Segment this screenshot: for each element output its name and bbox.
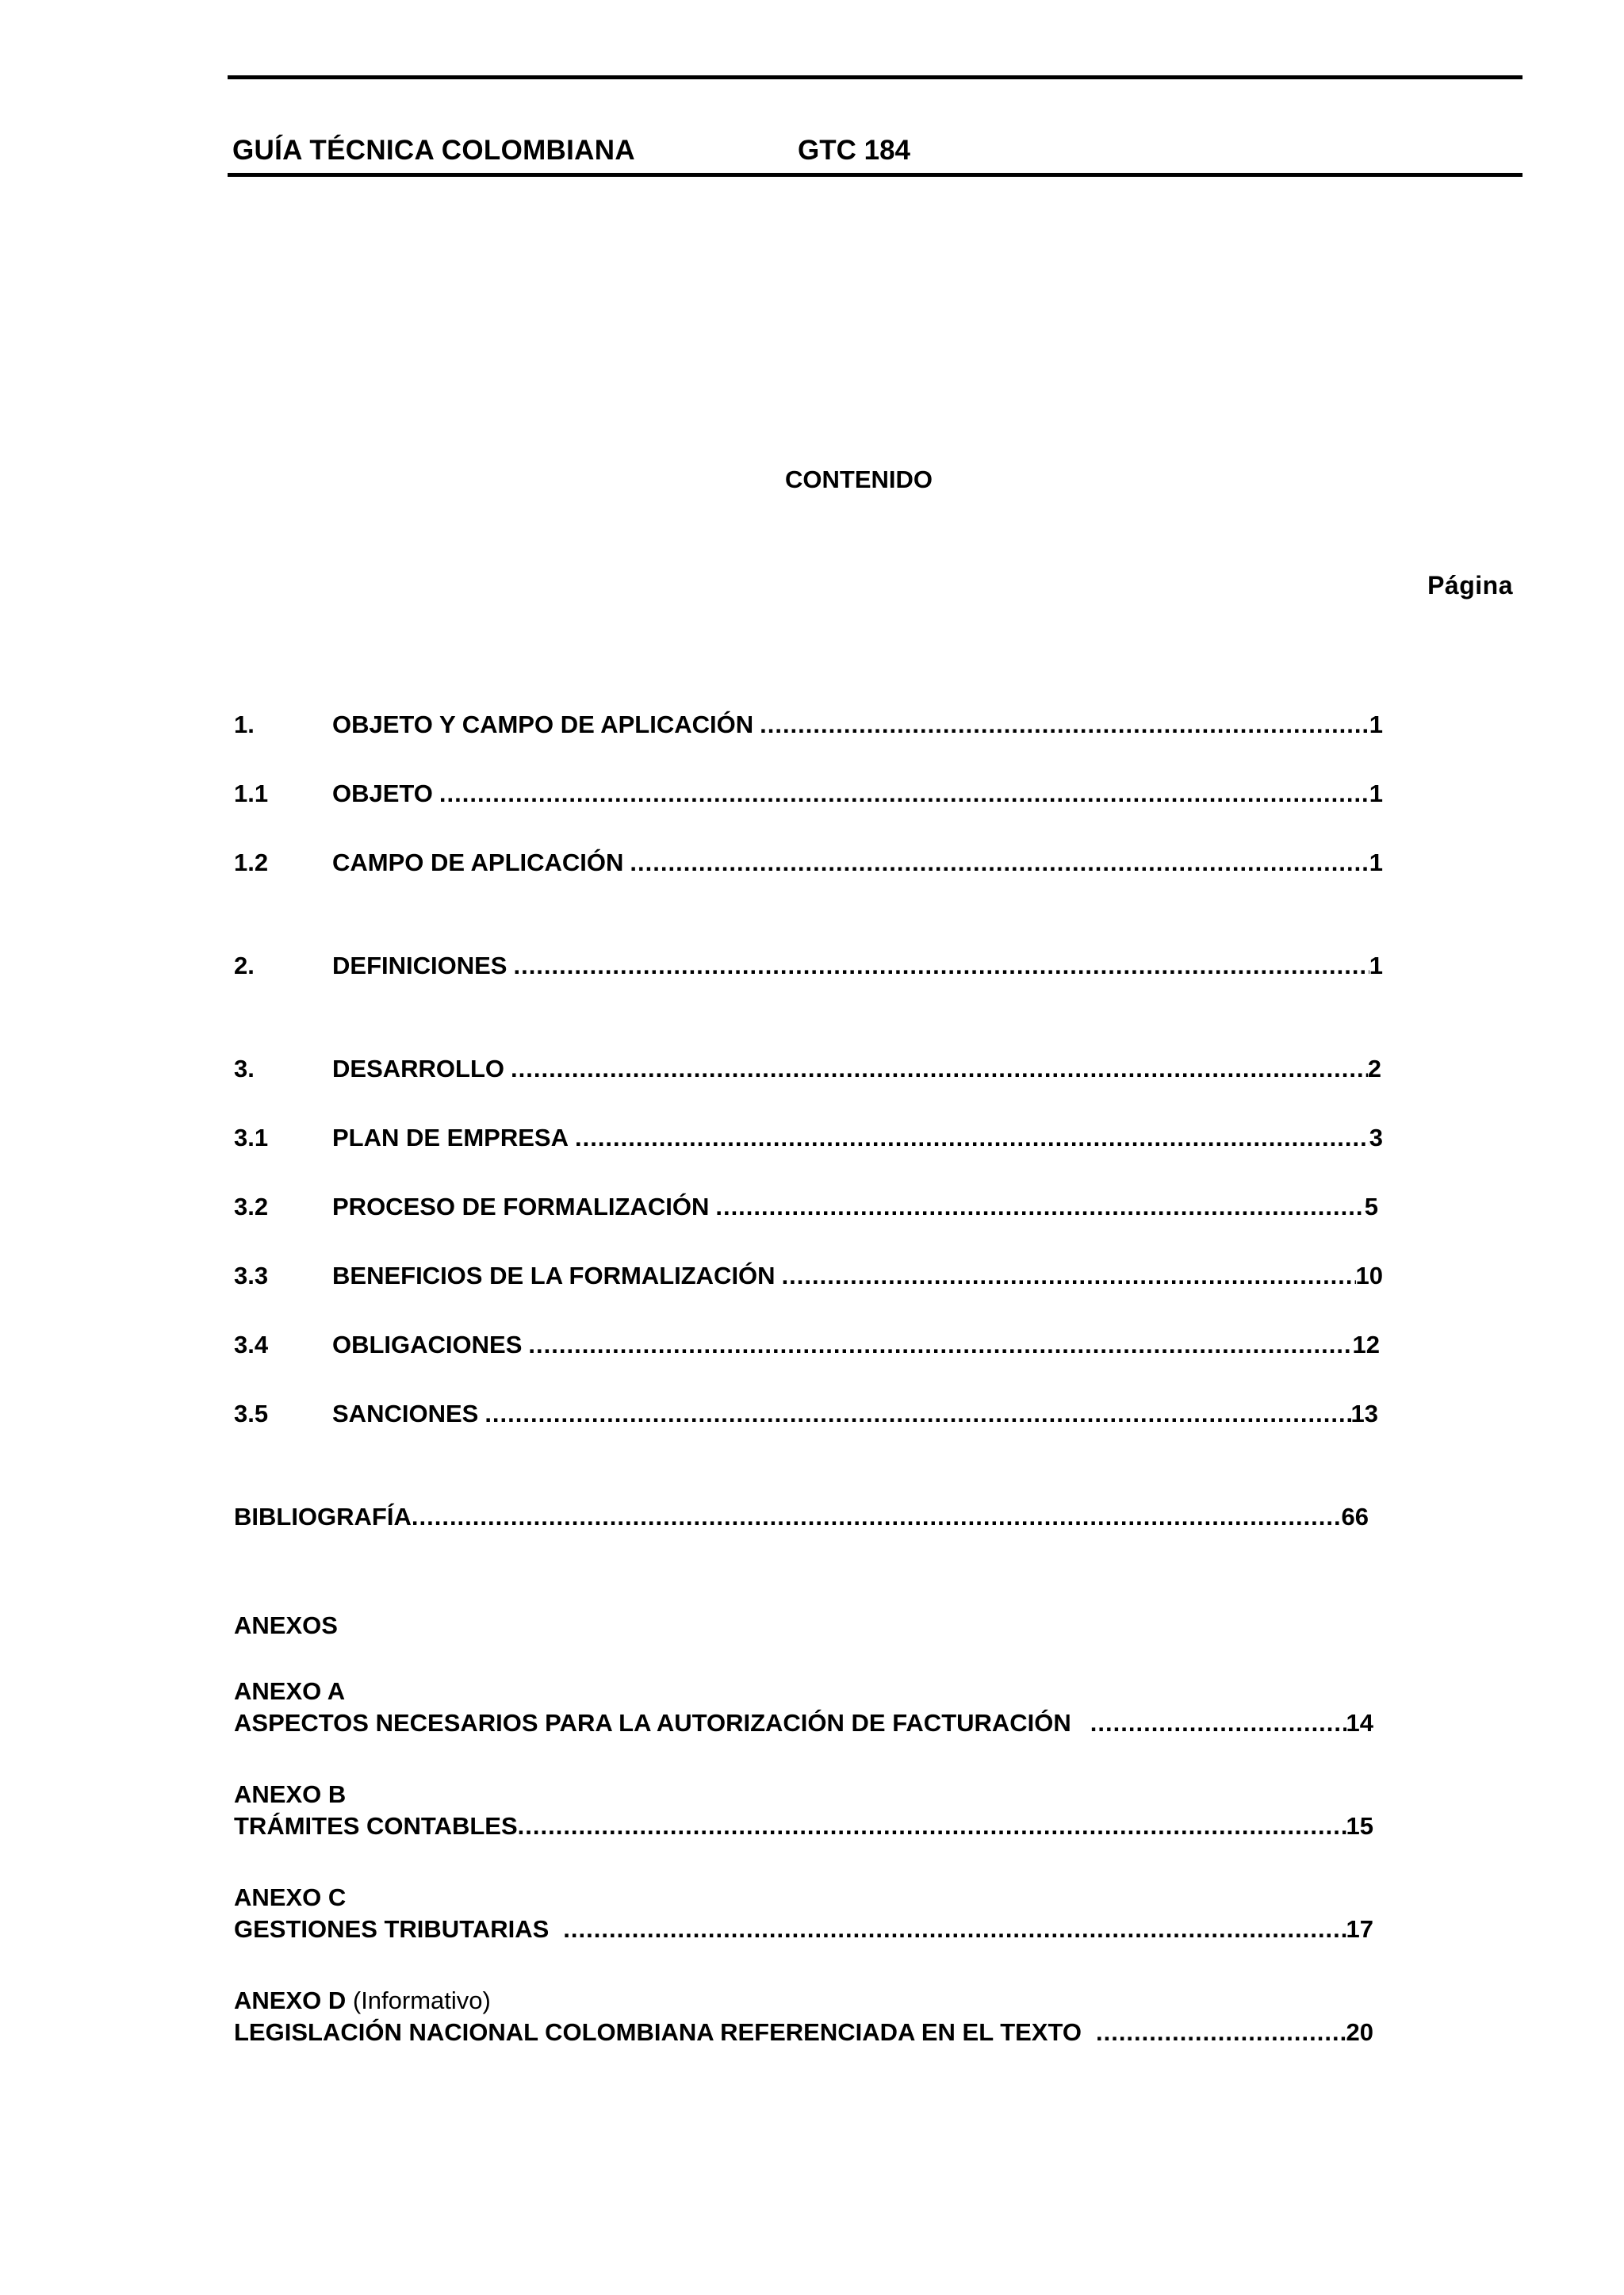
toc-bibliography (234, 1503, 1369, 1534)
leader-dots (412, 1503, 1342, 1531)
toc-entry (234, 1055, 1381, 1086)
toc-entry-page: 1 (1369, 780, 1383, 807)
toc-entry-label: DESARROLLO (332, 1055, 504, 1082)
toc-entry (234, 1400, 1378, 1431)
toc-entry-label: OBLIGACIONES (332, 1331, 523, 1358)
annex-title-text: ANEXO C (234, 1883, 347, 1911)
toc-entry-page: 1 (1369, 952, 1383, 979)
page-column-label: Página (1427, 571, 1513, 600)
toc-entry (234, 780, 1383, 811)
toc-entry-page: 15 (1346, 1812, 1373, 1840)
annex-title-text: ANEXO A (234, 1677, 346, 1705)
header-rule (228, 173, 1522, 177)
annex-title (234, 1987, 491, 2015)
toc-title: CONTENIDO (785, 466, 933, 493)
toc-entry-label: PROCESO DE FORMALIZACIÓN (332, 1193, 710, 1220)
toc-entry-page: 3 (1369, 1124, 1383, 1151)
toc-entry-label: LEGISLACIÓN NACIONAL COLOMBIANA REFERENCIADA EN EL TEXTO (234, 2018, 1082, 2046)
annex-note: (Informativo) (352, 1987, 491, 2014)
leader-dots (518, 1812, 1346, 1841)
toc-entry-number: 3.5 (234, 1400, 269, 1427)
toc-entry-page: 17 (1346, 1915, 1373, 1943)
toc-entry-label: BIBLIOGRAFÍA (234, 1503, 412, 1531)
toc-entry (234, 1124, 1383, 1155)
leader-dots (563, 1915, 1346, 1944)
toc-annex-entry (234, 2018, 1373, 2050)
toc-entry-page: 13 (1350, 1400, 1378, 1427)
toc-entry (234, 711, 1383, 742)
toc-entry-number: 3.3 (234, 1262, 269, 1289)
toc-entry-page: 1 (1369, 849, 1383, 876)
annexes-heading: ANEXOS (234, 1611, 338, 1639)
toc-entry-number: 3.1 (234, 1124, 269, 1151)
toc-entry-number: 2. (234, 952, 255, 979)
toc-entry-label: GESTIONES TRIBUTARIAS (234, 1915, 550, 1943)
annex-title-text: ANEXO B (234, 1780, 347, 1808)
toc-entry-page: 20 (1346, 2018, 1373, 2046)
leader-dots (1090, 1709, 1346, 1738)
header-code: GTC 184 (798, 135, 910, 166)
annex-title-text: ANEXO D (234, 1987, 347, 2014)
toc-entry-label: OBJETO Y CAMPO DE APLICACIÓN (332, 711, 754, 738)
toc-entry (234, 849, 1383, 880)
leader-dots (485, 1400, 1350, 1428)
leader-dots (782, 1262, 1356, 1290)
toc-entry-label: TRÁMITES CONTABLES (234, 1812, 518, 1840)
toc-entry-label: OBJETO (332, 780, 433, 807)
toc-entry (234, 1262, 1383, 1293)
toc-entry-number: 3. (234, 1055, 255, 1082)
toc-entry-page: 10 (1355, 1262, 1383, 1289)
toc-entry-number: 1. (234, 711, 255, 738)
leader-dots (511, 1055, 1368, 1083)
toc-entry (234, 952, 1383, 983)
toc-entry-page: 2 (1367, 1055, 1381, 1082)
toc-annex-entry (234, 1709, 1373, 1741)
leader-dots (630, 849, 1369, 877)
annex-title (234, 1883, 346, 1912)
toc-entry-label: PLAN DE EMPRESA (332, 1124, 569, 1151)
toc-entry (234, 1193, 1378, 1224)
toc-entry (234, 1331, 1380, 1362)
toc-annex-entry (234, 1915, 1373, 1947)
toc-entry-page: 1 (1369, 711, 1383, 738)
leader-dots (760, 711, 1369, 739)
annex-title (234, 1780, 346, 1809)
toc-entry-label: DEFINICIONES (332, 952, 508, 979)
leader-dots (439, 780, 1369, 808)
toc-entry-label: BENEFICIOS DE LA FORMALIZACIÓN (332, 1262, 776, 1289)
toc-entry-number: 1.2 (234, 849, 269, 876)
leader-dots (715, 1193, 1364, 1221)
toc-entry-number: 3.4 (234, 1331, 269, 1358)
toc-entry-label: SANCIONES (332, 1400, 479, 1427)
toc-entry-page: 5 (1364, 1193, 1378, 1220)
leader-dots (1096, 2018, 1346, 2047)
toc-entry-number: 3.2 (234, 1193, 269, 1220)
toc-entry-page: 66 (1341, 1503, 1369, 1531)
toc-annex-entry (234, 1812, 1373, 1844)
toc-entry-label: CAMPO DE APLICACIÓN (332, 849, 624, 876)
toc-entry-label: ASPECTOS NECESARIOS PARA LA AUTORIZACIÓN DE FACTURACIÓN (234, 1709, 1071, 1737)
leader-dots (575, 1124, 1369, 1152)
top-rule (228, 75, 1522, 79)
annex-title (234, 1677, 345, 1706)
header-doc-type: GUÍA TÉCNICA COLOMBIANA (232, 135, 635, 166)
leader-dots (528, 1331, 1352, 1359)
leader-dots (513, 952, 1369, 980)
toc-entry-page: 12 (1352, 1331, 1380, 1358)
toc-entry-page: 14 (1346, 1709, 1373, 1737)
toc-entry-number: 1.1 (234, 780, 269, 807)
